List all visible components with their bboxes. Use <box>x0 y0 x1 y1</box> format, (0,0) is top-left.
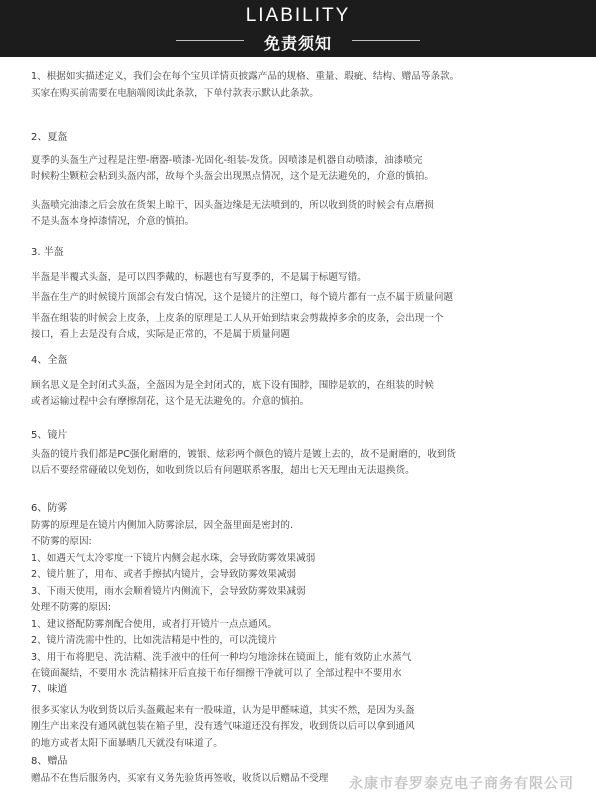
section-1-line: 买家在购买前需要在电脑端阅读此条款，下单付款表示默认此条款。 <box>31 87 319 99</box>
section-6-line: 2、镜片脏了，用布、或者手擦拭内镜片，会导致防雾效果减弱 <box>31 569 297 580</box>
section-3-line: 接口，看上去是没有合成，实际是正常的，不是属于质量问题 <box>31 329 291 340</box>
section-6-line: 3、用干布将肥皂、洗洁精、洗手液中的任何一种均匀地涂抹在镜面上，能有效防止水蒸气 <box>31 651 412 663</box>
section-6-line: 在镜面凝结，不要用水 洗洁精抹开后直接干布仔细擦干净就可以了 全部过程中不要用水 <box>31 668 402 679</box>
section-4 <box>31 353 571 411</box>
section-5 <box>31 428 571 480</box>
section-2-line: 夏季的头盔生产过程是注塑-磨器-喷漆-光固化-组装-发货。因喷漆是机器自动喷漆，油漆喷完 <box>31 154 423 166</box>
section-5-line: 头盔的镜片我们都是PC强化耐磨的，镀银、炫彩两个颜色的镜片是镀上去的，故不是耐磨的，收到货 <box>31 448 457 460</box>
header-title: LIABILITY <box>245 5 351 26</box>
header-subtitle: 免责须知 <box>263 34 332 53</box>
section-6-line: 3、下雨天使用，雨水会顺着镜片内侧流下，会导致防雾效果减弱 <box>31 585 306 597</box>
section-7 <box>31 682 571 752</box>
section-6-line: 处理不防雾的原因: <box>31 602 111 613</box>
section-1-line: 1、根据如实描述定义，我们会在每个宝贝详情页披露产品的规格、重量、瑕疵、结构、赠品等条款。 <box>31 71 460 82</box>
section-5-title: 5、镜片 <box>31 430 68 441</box>
section-7-line: 的地方或者太阳下面暴晒几天就没有味道了。 <box>31 737 223 749</box>
decorative-line-right <box>352 40 420 41</box>
section-8-title: 8、赠品 <box>31 756 68 767</box>
section-4-line: 或者运输过程中会有摩擦刮花，这个是无法避免的。介意的慎拍。 <box>31 396 310 407</box>
section-2-line: 不是头盔本身掉漆情况，介意的慎拍。 <box>31 216 195 227</box>
section-6-line: 防雾的原理是在镜片内侧加入防雾涂层，因全盔里面是密封的. <box>31 519 294 531</box>
section-2 <box>31 130 571 231</box>
section-7-line: 刚生产出来没有通风就包装在箱子里，没有透气味道还没有挥发，收到货以后可以拿到通风 <box>31 721 415 732</box>
section-4-title: 4、全盔 <box>31 355 68 366</box>
section-6 <box>31 501 571 683</box>
section-6-line: 不防雾的原因: <box>31 536 92 547</box>
header-banner <box>0 0 596 57</box>
disclaimer-content <box>31 57 571 807</box>
section-3-line: 半盔在组装的时候会上皮条，上皮条的原理是工人从开始到结束会剪裁掉多余的皮条，会出现一个 <box>31 312 444 324</box>
section-6-line: 1、如遇天气太冷零度一下镜片内侧会起水珠，会导致防雾效果减弱 <box>31 552 316 564</box>
section-6-line: 1、建议搭配防雾剂配合使用，或者打开镜片一点点通风。 <box>31 618 277 630</box>
section-3 <box>31 245 571 344</box>
section-7-line: 很多买家认为收到货以后头盔戴起来有一股味道，认为是甲醛味道，其实不然，是因为头盔 <box>31 704 415 716</box>
section-3-line: 半盔是半覆式头盔，是可以四季戴的，标题也有写夏季的，不是属于标题写错。 <box>31 271 367 283</box>
section-3-title: 3. 半盔 <box>31 247 64 258</box>
section-7-title: 7、味道 <box>31 684 68 695</box>
section-6-title: 6、防雾 <box>31 503 68 514</box>
section-4-line: 顾名思义是全封闭式头盔，全盔因为是全封闭式的，底下设有围脖，围脖是软的，在组装的时候 <box>31 379 434 391</box>
section-8-line: 赠品不在售后服务内，买家有义务先验货再签收，收货以后赠品不受理 <box>31 772 329 784</box>
section-2-title: 2、夏盔 <box>31 132 68 143</box>
section-2-line: 时候粉尘颗粒会粘到头盔内部，故每个头盔会出现黑点情况，这个是无法避免的，介意的慎拍。 <box>31 171 434 182</box>
section-1 <box>31 69 571 102</box>
section-3-line: 半盔在生产的时候镜片顶部会有发白情况，这个是镜片的注塑口，每个镜片都有一点不属于质量问题 <box>31 292 454 303</box>
section-2-line: 头盔喷完油漆之后会放在货架上晾干，因头盔边缘是无法喷到的，所以收到货的时候会有点磨损 <box>31 199 434 211</box>
company-watermark: 永康市春罗泰克电子商务有限公司 <box>349 776 574 792</box>
section-5-line: 以后不要经常碰破以免划伤，如收到货以后有问题联系客服，超出七天无理由无法退换货。 <box>31 465 415 476</box>
section-6-line: 2、镜片清洗需中性的，比如洗洁精是中性的，可以洗镜片 <box>31 635 277 646</box>
